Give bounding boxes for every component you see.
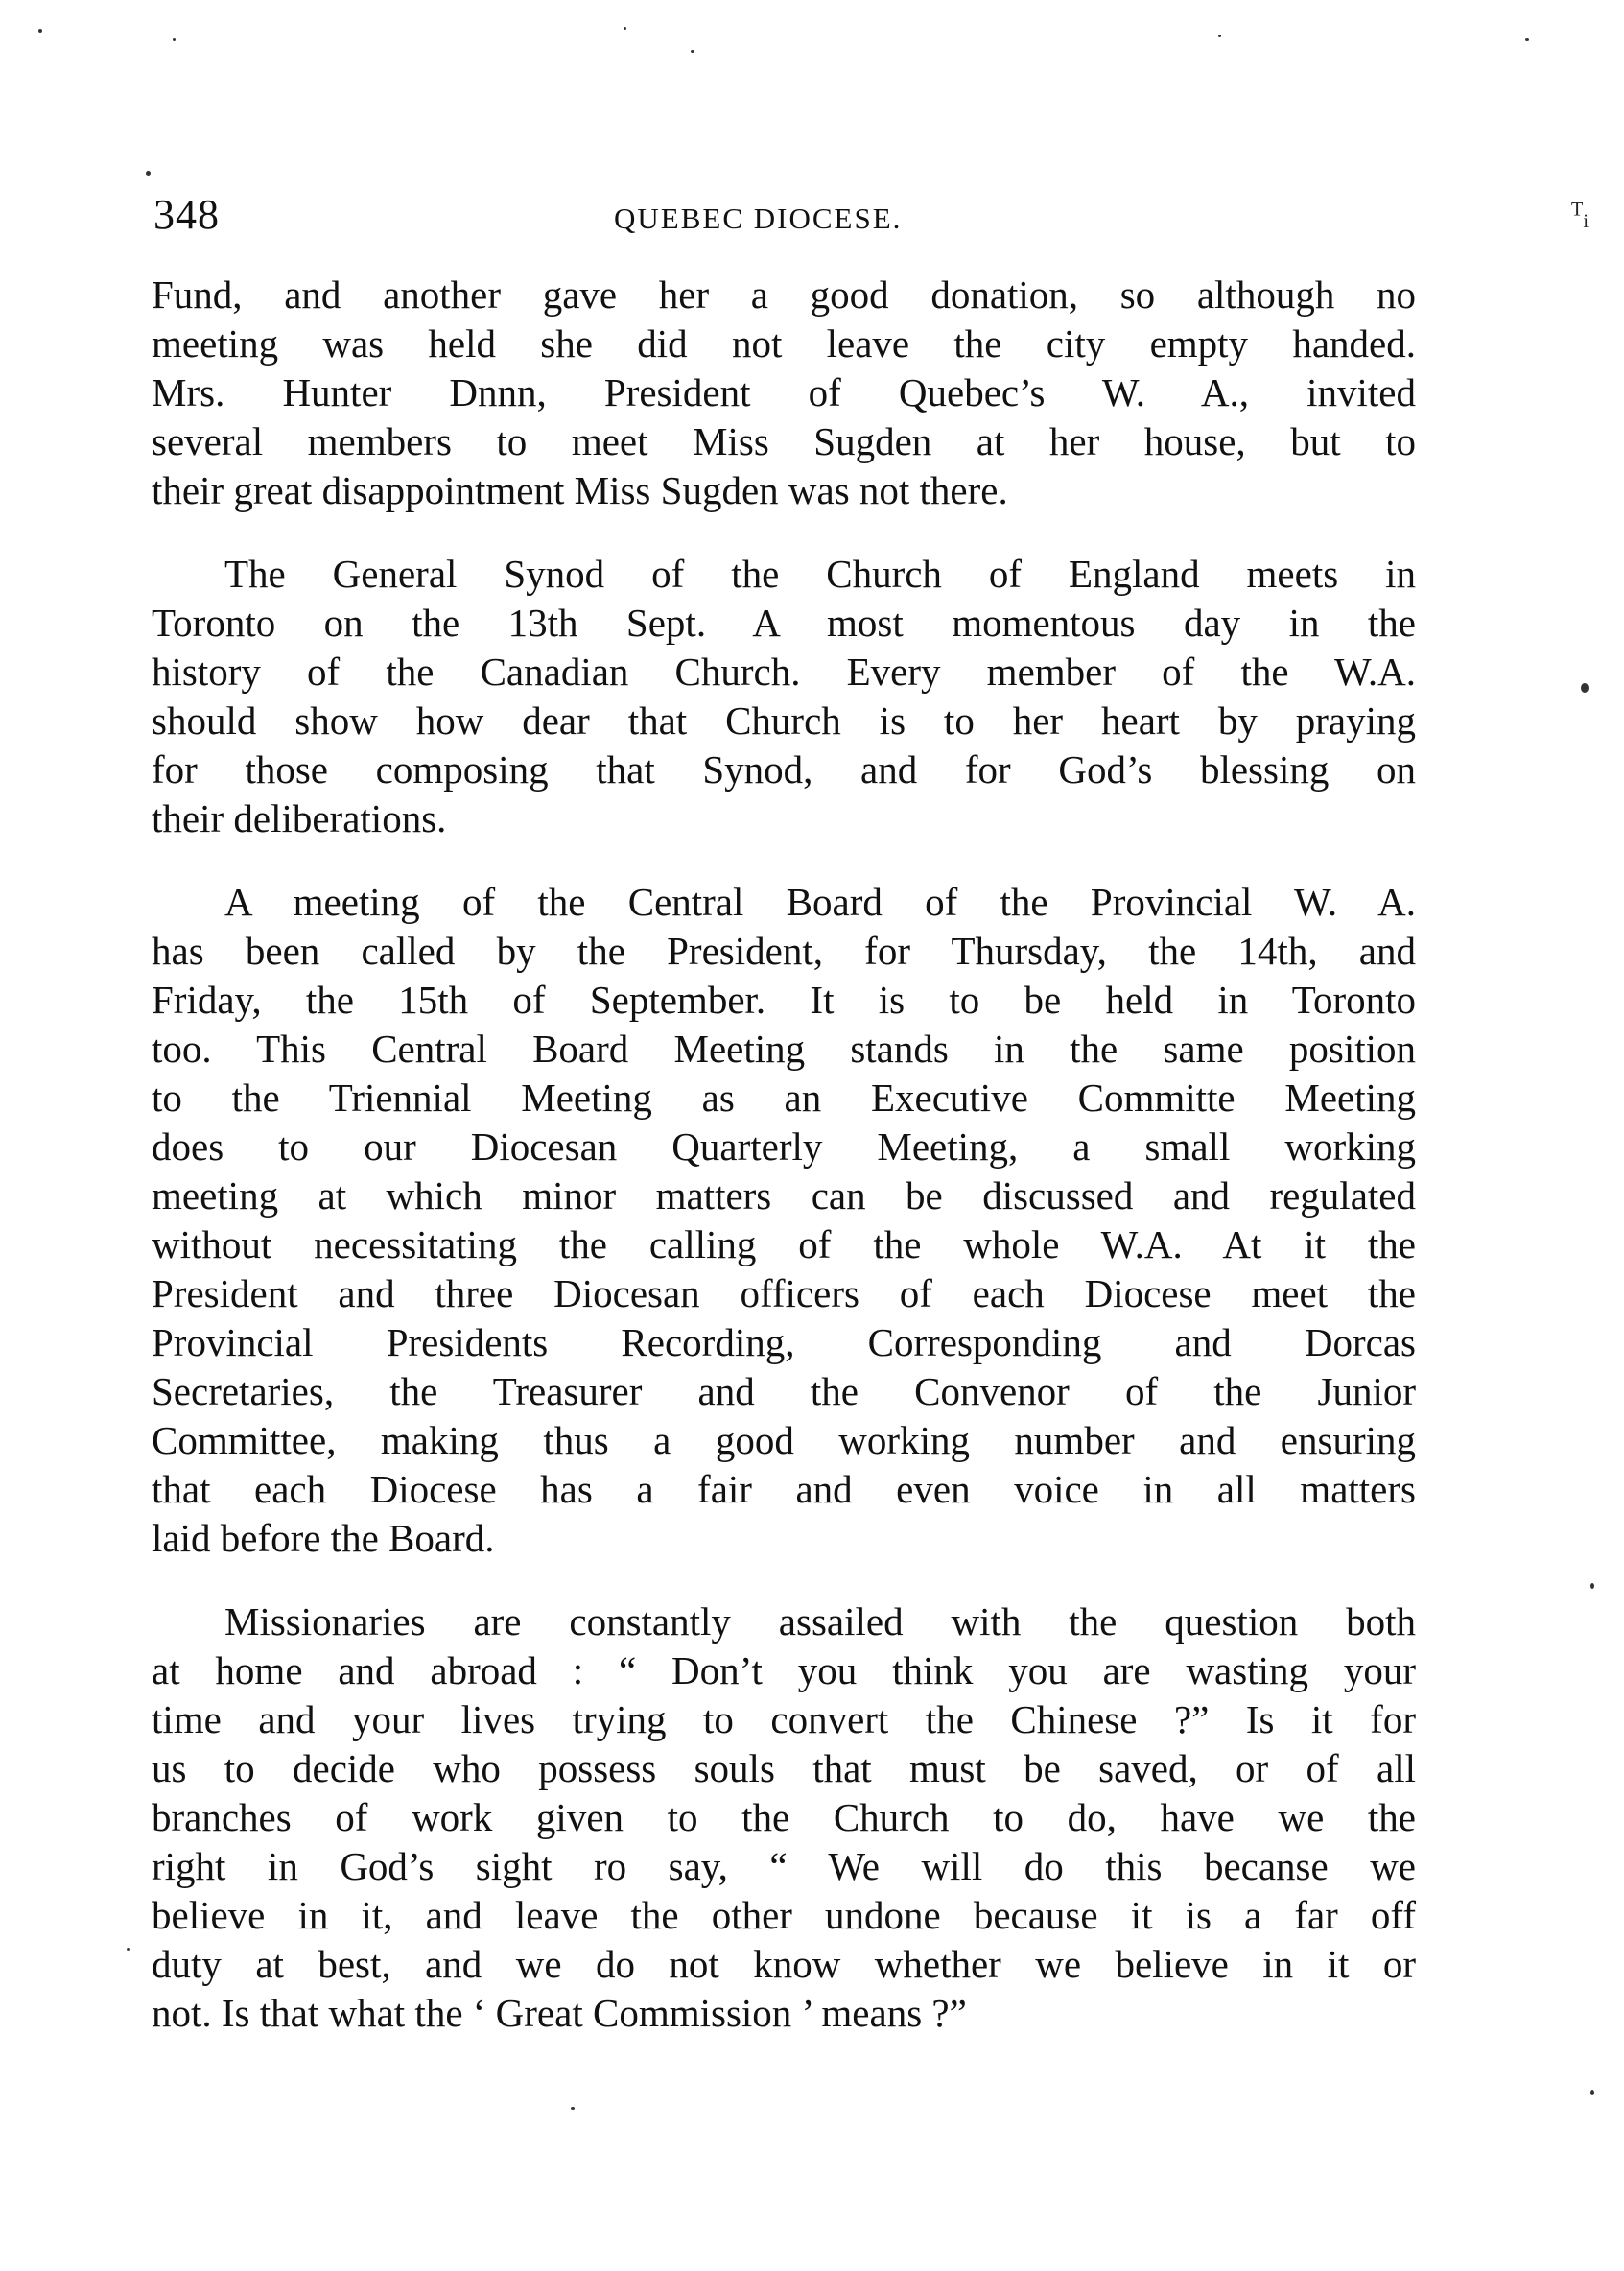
- text-line: Mrs. Hunter Dnnn, President of Quebec’s W. A., invited: [152, 370, 1416, 414]
- text-line: does to our Diocesan Quarterly Meeting, a small working: [152, 1124, 1416, 1169]
- text-line: us to decide who possess souls that must be saved, or of all: [152, 1746, 1416, 1790]
- scan-speck: [1218, 35, 1221, 37]
- body-text: [152, 271, 1416, 2072]
- text-line: for those composing that Synod, and for God’s blessing on: [152, 747, 1416, 792]
- text-line: Missionaries are constantly assailed with the question both: [224, 1599, 1416, 1644]
- text-line: believe in it, and leave the other undone because it is a far off: [152, 1893, 1416, 1937]
- text-line: meeting at which minor matters can be discussed and regulated: [152, 1173, 1416, 1218]
- page-header: [153, 188, 1439, 246]
- text-line: Secretaries, the Treasurer and the Convenor of the Junior: [152, 1369, 1416, 1413]
- scan-speck: [1590, 2090, 1594, 2095]
- scan-speck: [146, 171, 151, 176]
- page-number: 348: [153, 191, 220, 238]
- text-line: right in God’s sight ro say, “ We will do this becanse we: [152, 1844, 1416, 1888]
- scan-speck: [1581, 683, 1589, 693]
- text-line: their great disappointment Miss Sugden was not there.: [152, 468, 1008, 512]
- text-line: to the Triennial Meeting as an Executive Committe Meeting: [152, 1076, 1416, 1120]
- text-line: Friday, the 15th of September. It is to be held in Toronto: [152, 978, 1416, 1022]
- paragraph-3: [152, 878, 1416, 1563]
- text-line: Fund, and another gave her a good donation, so although no: [152, 272, 1416, 317]
- text-line: without necessitating the calling of the whole W.A. At it the: [152, 1222, 1416, 1266]
- text-line: President and three Diocesan officers of each Diocese meet the: [152, 1271, 1416, 1315]
- scan-speck: [173, 38, 176, 41]
- text-line: meeting was held she did not leave the city empty handed.: [152, 321, 1416, 366]
- text-line: history of the Canadian Church. Every member of the W.A.: [152, 650, 1416, 694]
- text-line: at home and abroad : “ Don’t you think you are wasting your: [152, 1648, 1416, 1692]
- scan-speck: [38, 29, 42, 33]
- paragraph-2: [152, 550, 1416, 843]
- running-head: QUEBEC DIOCESE.: [614, 201, 903, 235]
- text-line: Toronto on the 13th Sept. A most momentous day in the: [152, 601, 1416, 645]
- text-line: Committee, making thus a good working number and ensuring: [152, 1418, 1416, 1462]
- text-line: branches of work given to the Church to do, have we the: [152, 1795, 1416, 1839]
- text-line: A meeting of the Central Board of the Provincial W. A.: [224, 880, 1416, 924]
- text-line: that each Diocese has a fair and even voice in all matters: [152, 1467, 1416, 1511]
- text-line: Provincial Presidents Recording, Corresponding and Dorcas: [152, 1320, 1416, 1364]
- text-line: laid before the Board.: [152, 1516, 495, 1560]
- text-line: too. This Central Board Meeting stands in the same position: [152, 1027, 1416, 1071]
- text-line: should show how dear that Church is to her heart by praying: [152, 698, 1416, 743]
- text-line: several members to meet Miss Sugden at her house, but to: [152, 419, 1416, 463]
- text-line: not. Is that what the ‘ Great Commission ’ means ?”: [152, 1991, 967, 2035]
- scan-speck: [624, 27, 626, 30]
- text-line: has been called by the President, for Thursday, the 14th, and: [152, 929, 1416, 973]
- scan-speck: [571, 2107, 575, 2110]
- scan-speck: [1525, 38, 1529, 41]
- text-line: The General Synod of the Church of England meets in: [224, 552, 1416, 596]
- text-line: their deliberations.: [152, 796, 447, 840]
- paragraph-4: [152, 1597, 1416, 2038]
- corner-mark: ᵀᵢ: [1571, 197, 1589, 232]
- scan-speck: [127, 1948, 130, 1951]
- text-line: time and your lives trying to convert the Chinese ?” Is it for: [152, 1697, 1416, 1741]
- scan-speck: [1590, 1583, 1594, 1589]
- paragraph-1: [152, 271, 1416, 515]
- scan-speck: [691, 50, 694, 53]
- text-line: duty at best, and we do not know whether we believe in it or: [152, 1942, 1416, 1986]
